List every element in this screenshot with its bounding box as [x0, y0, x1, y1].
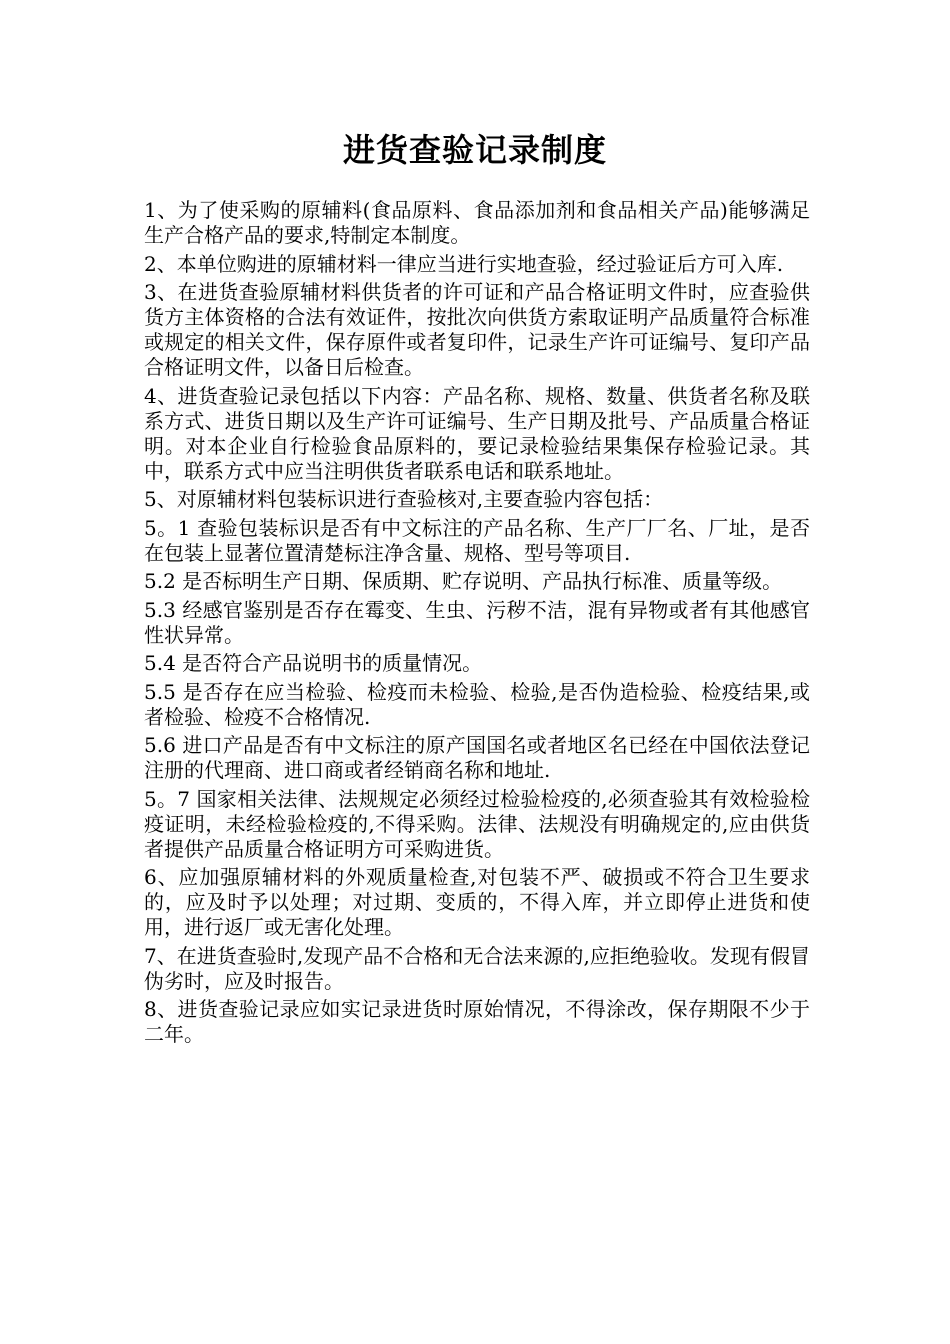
paragraph-5-2: 5.2 是否标明生产日期、保质期、贮存说明、产品执行标准、质量等级。 [144, 569, 783, 593]
paragraph-2: 2、本单位购进的原辅材料一律应当进行实地查验，经过验证后方可入库. [144, 251, 784, 276]
paragraph-5-6: 5.6 进口产品是否有中文标注的原产国国名或者地区名已经在中国依法登记注册的代理商、进口商或者经销商名称和地址. [144, 733, 810, 782]
paragraph-6: 6、应加强原辅材料的外观质量检查,对包装不严、破损或不符合卫生要求的，应及时予以处理；对过期、变质的，不得入库，并立即停止进货和使用，进行返厂或无害化处理。 [144, 865, 810, 939]
paragraph-5-5: 5.5 是否存在应当检验、检疫而未检验、检验,是否伪造检验、检疫结果,或者检验、检疫不合格情况. [144, 679, 810, 729]
paragraph-4: 4、进货查验记录包括以下内容：产品名称、规格、数量、供货者名称及联系方式、进货日期以及生产许可证编号、生产日期及批号、产品质量合格证明。对本企业自行检验食品原料的，要记录检验结果集保存检验记录。其中，联系方式中应当注明供货者联系电话和联系地址。 [144, 383, 810, 483]
paragraph-5-7: 5。7 国家相关法律、法规规定必须经过检验检疫的,必须查验其有效检验检疫证明，未经检验检疫的,不得采购。法律、法规没有明确规定的,应由供货者提供产品质量合格证明方可采购进货。 [144, 786, 810, 861]
paragraph-3: 3、在进货查验原辅材料供货者的许可证和产品合格证明文件时，应查验供货方主体资格的合法有效证件，按批次向供货方索取证明产品质量符合标准或规定的相关文件，保存原件或者复印件，记录生产许可证编号、复印产品合格证明文件，以备日后检查。 [144, 280, 810, 379]
paragraph-5-4: 5.4 是否符合产品说明书的质量情况。 [144, 651, 483, 675]
document-body [144, 198, 830, 1051]
paragraph-8: 8、进货查验记录应如实记录进货时原始情况，不得涂改，保存期限不少于二年。 [144, 997, 810, 1046]
paragraph-7: 7、在进货查验时,发现产品不合格和无合法来源的,应拒绝验收。发现有假冒伪劣时，应及时报告。 [144, 943, 810, 993]
paragraph-5: 5、对原辅材料包装标识进行查验核对,主要查验内容包括： [144, 487, 664, 511]
paragraph-1: 1、为了使采购的原辅料(食品原料、食品添加剂和食品相关产品)能够满足 生产合格产品的要求,特制定本制度。 [144, 198, 830, 247]
paragraph-5-3: 5.3 经感官鉴别是否存在霉变、生虫、污秽不洁，混有异物或者有其他感官性状异常。 [144, 597, 810, 647]
paragraph-5-1: 5。1 查验包装标识是否有中文标注的产品名称、生产厂厂名、厂址，是否在包装上显著位置清楚标注净含量、规格、型号等项目. [144, 515, 810, 565]
document-title: 进货查验记录制度 [342, 131, 607, 169]
